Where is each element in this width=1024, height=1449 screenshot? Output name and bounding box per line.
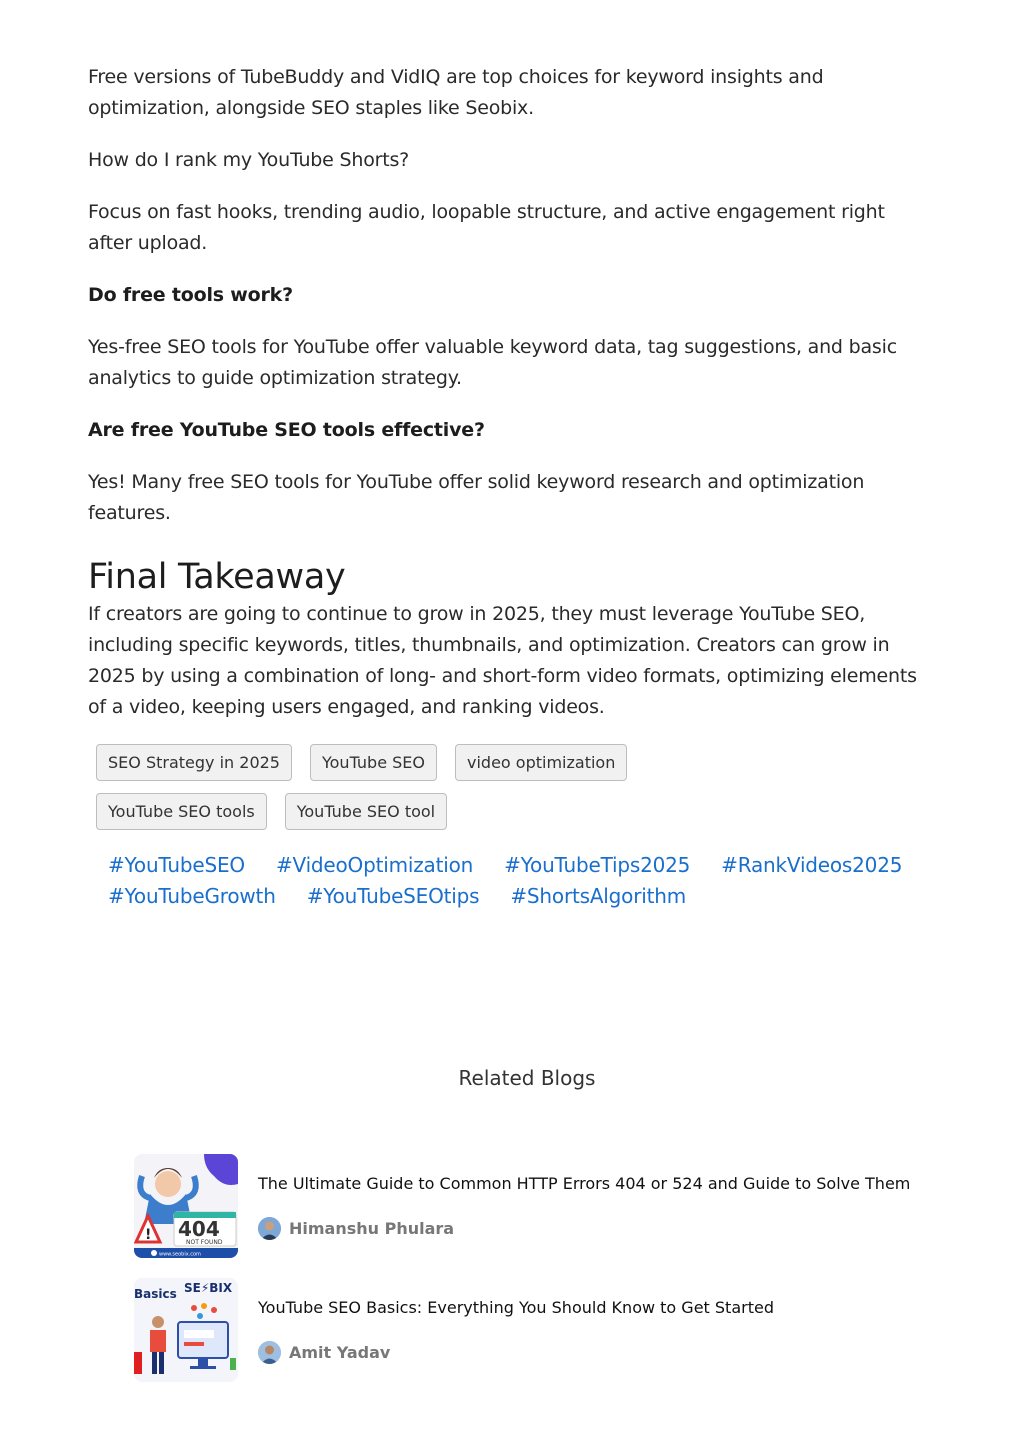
paragraph: If creators are going to continue to grow in 2025, they must leverage YouTube SEO, including specific keywords, titles, thumbnails, and optimization. Creators can grow in 2025 by using a combination of long- and short-form video formats, optimizing elements of a video, keeping users engaged, and ranking videos. xyxy=(88,603,917,718)
thumb-brand-text: SE⚡BIX xyxy=(184,1281,233,1295)
hashtag-link[interactable]: #YouTubeSEO xyxy=(108,853,245,877)
faq-answer: Yes-free SEO tools for YouTube offer valuable keyword data, tag suggestions, and basic analytics to guide optimization strategy. xyxy=(88,336,897,389)
tag-chip[interactable]: YouTube SEO tools xyxy=(96,793,267,830)
faq-question: Are free YouTube SEO tools effective? xyxy=(88,419,485,441)
paragraph: Free versions of TubeBuddy and VidIQ are top choices for keyword insights and optimization, alongside SEO staples like Seobix. xyxy=(88,66,824,119)
blog-author xyxy=(258,1341,390,1364)
hashtag-link[interactable]: #YouTubeTips2025 xyxy=(504,853,691,877)
tag-chip[interactable]: YouTube SEO xyxy=(310,744,437,781)
related-blog-card[interactable] xyxy=(134,1154,934,1258)
thumb-basics-text: Basics xyxy=(134,1287,177,1301)
thumb-url-text: www.seobix.com xyxy=(159,1251,201,1258)
tag-chip[interactable]: video optimization xyxy=(455,744,627,781)
thumb-notfound-text: NOT FOUND xyxy=(186,1239,223,1246)
tag-list xyxy=(96,744,816,830)
related-blogs-title: Related Blogs xyxy=(458,1066,596,1090)
hashtag-link[interactable]: #YouTubeGrowth xyxy=(108,884,276,908)
author-name[interactable]: Amit Yadav xyxy=(289,1343,391,1362)
hashtag-link[interactable]: #RankVideos2025 xyxy=(721,853,903,877)
section-heading: Final Takeaway xyxy=(88,557,346,597)
thumb-404-text: 404 xyxy=(178,1217,220,1241)
avatar xyxy=(258,1341,281,1364)
blog-author xyxy=(258,1217,454,1240)
related-blog-card[interactable] xyxy=(134,1278,934,1382)
hashtag-list xyxy=(108,850,908,912)
svg-text:!: ! xyxy=(145,1227,152,1243)
blog-thumbnail[interactable] xyxy=(134,1278,238,1382)
paragraph: Focus on fast hooks, trending audio, loopable structure, and active engagement right after upload. xyxy=(88,201,885,254)
blog-thumbnail[interactable] xyxy=(134,1154,238,1258)
hashtag-link[interactable]: #VideoOptimization xyxy=(275,853,474,877)
blog-title-link[interactable]: The Ultimate Guide to Common HTTP Errors 404 or 524 and Guide to Solve Them xyxy=(258,1174,911,1193)
faq-answer: Yes! Many free SEO tools for YouTube offer solid keyword research and optimization features. xyxy=(88,471,865,524)
tag-chip[interactable]: SEO Strategy in 2025 xyxy=(96,744,292,781)
faq-question: Do free tools work? xyxy=(88,284,293,306)
hashtag-link[interactable]: #YouTubeSEOtips xyxy=(306,884,480,908)
tag-chip[interactable]: YouTube SEO tool xyxy=(285,793,447,830)
blog-title-link[interactable]: YouTube SEO Basics: Everything You Should Know to Get Started xyxy=(258,1298,774,1317)
author-name[interactable]: Himanshu Phulara xyxy=(289,1219,455,1238)
paragraph: How do I rank my YouTube Shorts? xyxy=(88,149,410,171)
hashtag-link[interactable]: #ShortsAlgorithm xyxy=(510,884,686,908)
article-content xyxy=(88,60,928,723)
avatar xyxy=(258,1217,281,1240)
